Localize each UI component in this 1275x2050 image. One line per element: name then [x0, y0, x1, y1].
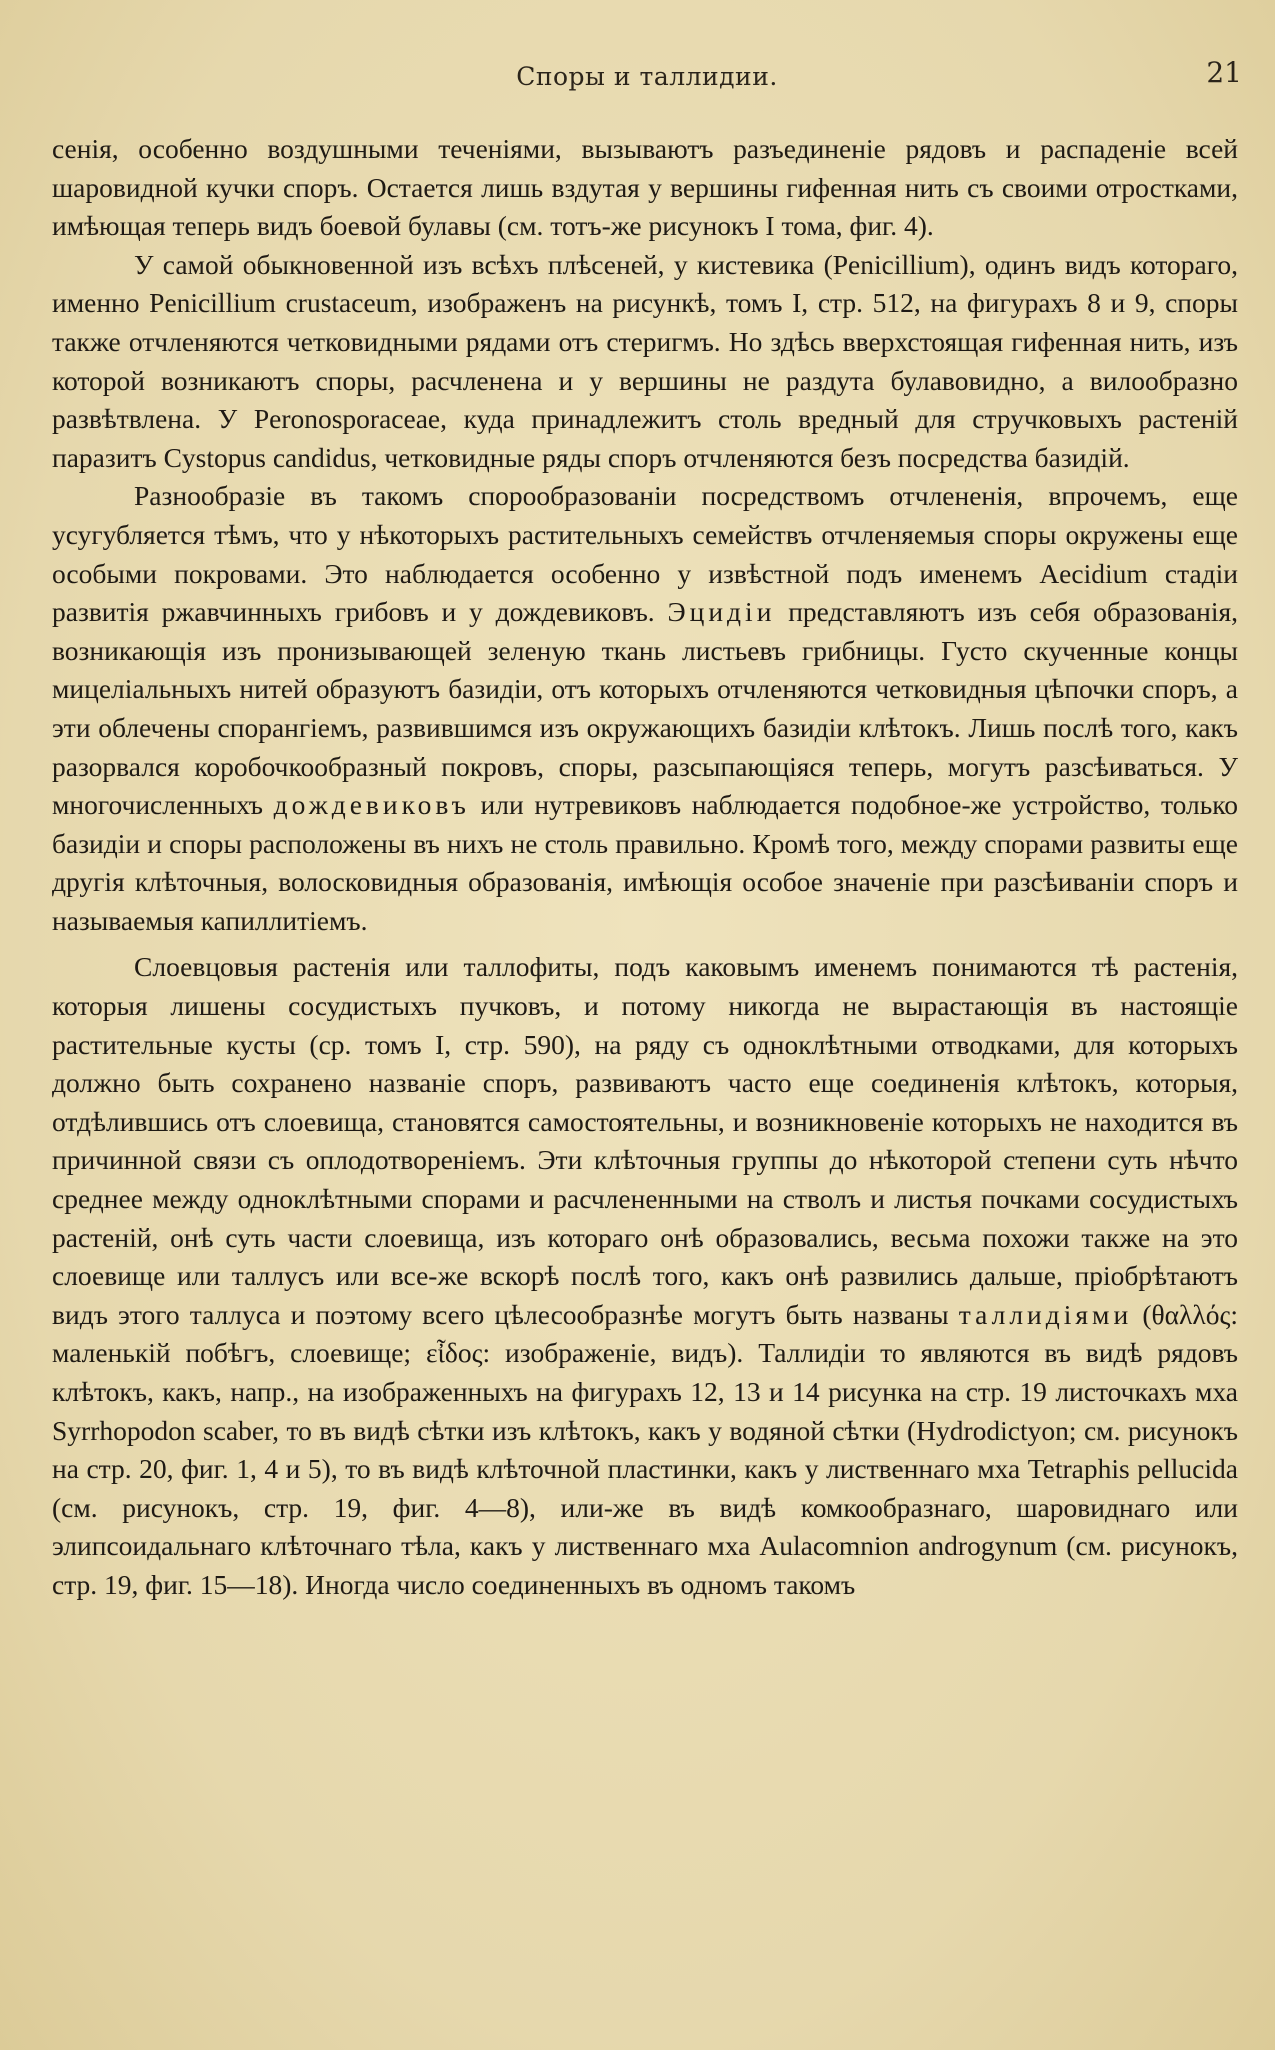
paragraph-text: представляютъ изъ себя образованія, возникающія изъ пронизывающей зеленую ткань листьевъ грибницы. Густо скученные концы мицеліальныхъ нитей образуютъ базидіи, отъ которыхъ отчленяются четковидныя цѣпочки споръ, а эти облечены спорангіемъ, развившимся изъ окружающихъ базидіи клѣтокъ. Лишь послѣ того, какъ разорвался коробочкообразный покровъ, споры, разсыпающіяся теперь, могутъ разсѣиваться. У многочисленныхъ	[52, 596, 1238, 821]
paragraph-text: У самой обыкновенной изъ всѣхъ плѣсеней, у кистевика (Penicillium), одинъ видъ котораго, именно Penicillium crustaceum, изображенъ на рисункѣ, томъ I, стр. 512, на фигурахъ 8 и 9, споры также отчленяются четковидными рядами отъ стеригмъ. Но здѣсь вверхстоящая гифенная нить, изъ которой возникаютъ споры, расчленена и у вершины не раздута булавовидно, а вилообразно развѣтвлена. У Peronosporaceae, куда принадлежитъ столь вредный для стручковыхъ растеній паразитъ Cystopus candidus, четковидные ряды споръ отчленяются безъ посредства базидій.	[52, 248, 1238, 473]
paragraph-text: (θαλλός: маленькій побѣгъ, слоевище; εἶδος: изображеніе, видъ). Таллидіи то являются въ видѣ рядовъ клѣтокъ, какъ, напр., на изображенныхъ на фигурахъ 12, 13 и 14 рисунка на стр. 19 листочкахъ мха Syrrhopodon scaber, то въ видѣ сѣтки изъ клѣтокъ, какъ у водяной сѣтки (Hydrodictyon; см. рисунокъ на стр. 20, фиг. 1, 4 и 5), то въ видѣ клѣточной пластинки, какъ у лиственнаго мха Tetraphis pellucida (см. рисунокъ, стр. 19, фиг. 4—8), или-же въ видѣ комкообразнаго, шаровиднаго или элипсоидальнаго клѣточнаго тѣла, какъ у лиственнаго мха Aulacomnion androgynum (см. рисунокъ, стр. 19, фиг. 15—18). Иногда число соединенныхъ въ одномъ такомъ	[52, 1298, 1238, 1600]
body-text	[52, 130, 1238, 1605]
paragraph-4	[52, 948, 1238, 1604]
paragraph-1	[52, 130, 1238, 246]
spaced-term: дождевиковъ	[273, 789, 470, 821]
paragraph-3	[52, 477, 1238, 940]
paragraph-2	[52, 246, 1238, 478]
page-header	[52, 56, 1242, 96]
running-head: Споры и таллидии.	[516, 62, 778, 91]
paragraph-text: Разнообразіе въ такомъ спорообразованіи посредствомъ отчлененія, впрочемъ, еще усугубляется тѣмъ, что у нѣкоторыхъ растительныхъ семействъ отчленяемыя споры окружены еще особыми покровами. Это наблюдается особенно у извѣстной подъ именемъ Aecidium стадіи развитія ржавчинныхъ грибовъ и у дождевиковъ.	[52, 480, 1238, 628]
spaced-term: Эцидіи	[667, 596, 776, 628]
paragraph-text: Слоевцовыя растенія или таллофиты, подъ каковымъ именемъ понимаются тѣ растенія, которыя лишены сосудистыхъ пучковъ, и потому никогда не вырастающія въ настоящіе растительные кусты (ср. томъ I, стр. 590), на ряду съ одноклѣтными отводками, для которыхъ должно быть сохранено названіе споръ, развиваютъ часто еще соединенія клѣтокъ, которыя, отдѣлившись отъ слоевища, становятся самостоятельны, и возникновеніе которыхъ не находится въ причинной связи съ оплодотвореніемъ. Эти клѣточныя группы до нѣкоторой степени суть нѣчто среднее между одноклѣтными спорами и расчлененными на стволъ и листья почками сосудистыхъ растеній, онѣ суть части слоевища, изъ котораго онѣ образовались, весьма похожи также на это слоевище или таллусъ или все-же вскорѣ послѣ того, какъ онѣ развились дальше, пріобрѣтаютъ видъ этого таллуса и поэтому всего цѣлесообразнѣе могутъ быть названы	[52, 951, 1238, 1330]
spaced-term: таллидіями	[958, 1298, 1133, 1330]
page-number: 21	[1206, 56, 1242, 89]
paragraph-text: сенія, особенно воздушными теченіями, вызываютъ разъединеніе рядовъ и распаденіе всей шаровидной кучки споръ. Остается лишь вздутая у вершины гифенная нить съ своими отростками, имѣющая теперь видъ боевой булавы (см. тотъ-же рисунокъ I тома, фиг. 4).	[52, 133, 1238, 242]
paragraph-text: или нутревиковъ наблюдается подобное-же устройство, только базидіи и споры расположены въ нихъ не столь правильно. Кромѣ того, между спорами развиты еще другія клѣточныя, волосковидныя образованія, имѣющія особое значеніе при разсѣиваніи споръ и называемыя капиллитіемъ.	[52, 789, 1238, 936]
